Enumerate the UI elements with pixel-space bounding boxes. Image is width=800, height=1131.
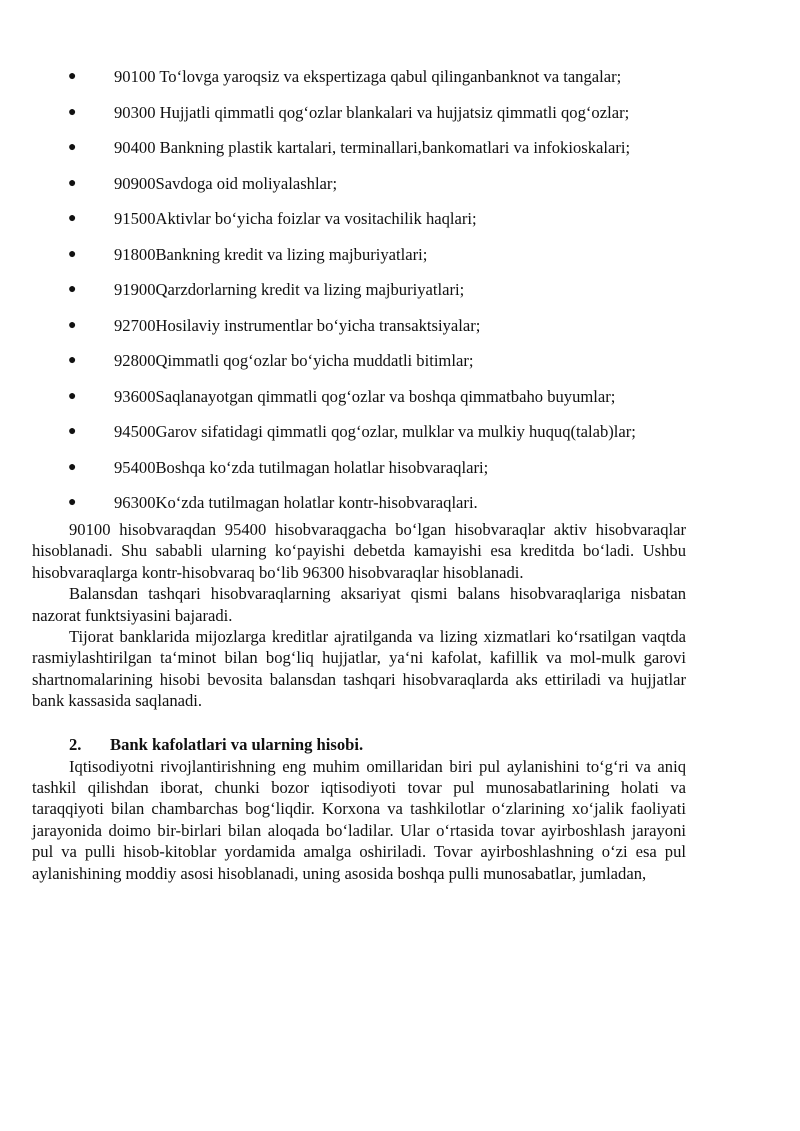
list-item-text: 93600Saqlanayotgan qimmatli qog‘ozlar va boshqa qimmatbaho buyumlar;: [114, 386, 616, 406]
list-item: [32, 457, 686, 478]
bullet-icon: ●: [68, 140, 77, 155]
list-item-text: 90300 Hujjatli qimmatli qog‘ozlar blankalari va hujjatsiz qimmatli qog‘ozlar;: [114, 102, 630, 122]
bullet-icon: ●: [68, 388, 77, 404]
list-item-text: 90100 To‘lovga yaroqsiz va ekspertizaga qabul qilinganbanknot va tangalar;: [114, 67, 622, 86]
list-item: [32, 279, 686, 300]
list-item: [32, 244, 686, 265]
list-item: [32, 492, 686, 513]
bullet-icon: ●: [68, 495, 77, 510]
bullet-icon: ●: [68, 175, 77, 191]
body-paragraph: Iqtisodiyotni rivojlantirishning eng muhim omillaridan biri pul aylanishini to‘g‘ri va aniq tashkil qilishdan iborat, chunki bozor iqtisodiyoti tovar pul munosabatlarining holati va taraqqiyoti bilan chambarchas bog‘liqdir. Korxona va tashkilotlar o‘zlarining xo‘jalik faoliyati jarayonida doimo bir-birlari bilan aloqada bo‘ladilar. Ular o‘rtasida tovar ayirboshlash jarayoni pul va pulli hisob-kitoblar yordamida amalga oshiriladi. Tovar ayirboshlashning o‘zi esa pul aylanishining moddiy asosi hisoblanadi, uning asosida boshqa pulli munosabatlar, jumladan,: [32, 756, 686, 883]
list-item-text: 91500Aktivlar bo‘yicha foizlar va vositachilik haqlari;: [114, 209, 477, 228]
section-title: Bank kafolatlari va ularning hisobi.: [110, 734, 364, 754]
list-item-text: 92800Qimmatli qog‘ozlar bo‘yicha muddatli bitimlar;: [114, 351, 474, 370]
list-item: [32, 66, 686, 87]
list-item-text: 90400 Bankning plastik kartalari, terminallari,bankomatlari va infokioskalari;: [114, 138, 631, 157]
list-item: [32, 386, 686, 407]
bullet-icon: ●: [68, 69, 77, 84]
list-item-text: 92700Hosilaviy instrumentlar bo‘yicha transaktsiyalar;: [114, 315, 481, 335]
list-item-text: 91900Qarzdorlarning kredit va lizing majburiyatlari;: [114, 280, 465, 299]
list-item: [32, 208, 686, 229]
list-item-text: 91800Bankning kredit va lizing majburiyatlari;: [114, 244, 428, 264]
document-page: [32, 66, 686, 884]
bullet-icon: ●: [68, 246, 77, 262]
body-paragraph: Balansdan tashqari hisobvaraqlarning aksariyat qismi balans hisobvaraqlariga nisbatan nazorat funktsiyasini bajaradi.: [32, 584, 686, 625]
bullet-icon: ●: [68, 424, 77, 439]
bullet-icon: ●: [68, 459, 77, 475]
section-heading: [32, 734, 686, 756]
bullet-icon: ●: [68, 353, 77, 368]
bullet-icon: ●: [68, 317, 77, 333]
list-item: [32, 315, 686, 336]
bullet-icon: ●: [68, 282, 77, 297]
body-paragraph: 90100 hisobvaraqdan 95400 hisobvaraqgacha bo‘lgan hisobvaraqlar aktiv hisobvaraqlar hisoblanadi. Shu sababli ularning ko‘payishi debetda kamayishi esa kreditda bo‘ladi. Ushbu hisobvaraqlarga kontr-hisobvaraq bo‘lib 96300 hisobvaraqlar hisoblanadi.: [32, 520, 686, 582]
list-item-text: 96300Ko‘zda tutilmagan holatlar kontr-hisobvaraqlari.: [114, 493, 478, 512]
list-item: [32, 137, 686, 158]
section-number: 2.: [69, 734, 82, 754]
list-item: [32, 102, 686, 123]
bullet-icon: ●: [68, 211, 77, 226]
list-item: [32, 173, 686, 194]
list-item-text: 90900Savdoga oid moliyalashlar;: [114, 173, 338, 193]
list-item-text: 95400Boshqa ko‘zda tutilmagan holatlar hisobvaraqlari;: [114, 457, 489, 477]
list-item: [32, 421, 686, 442]
list-item-text: 94500Garov sifatidagi qimmatli qog‘ozlar, mulklar va mulkiy huquq(talab)lar;: [114, 422, 636, 441]
bullet-icon: ●: [68, 104, 77, 120]
account-bullet-list: [32, 66, 686, 513]
body-paragraph: Tijorat banklarida mijozlarga kreditlar ajratilganda va lizing xizmatlari ko‘rsatilgan vaqtda rasmiylashtirilgan ta‘minot bilan bog‘liq hujjatlar, ya‘ni kafolat, kafillik va mol-mulk garovi shartnomalarining hisobi bevosita balansdan tashqari hisobvaraqlarda aks ettiriladi va hujjatlar bank kassasida saqlanadi.: [32, 627, 686, 711]
list-item: [32, 350, 686, 371]
